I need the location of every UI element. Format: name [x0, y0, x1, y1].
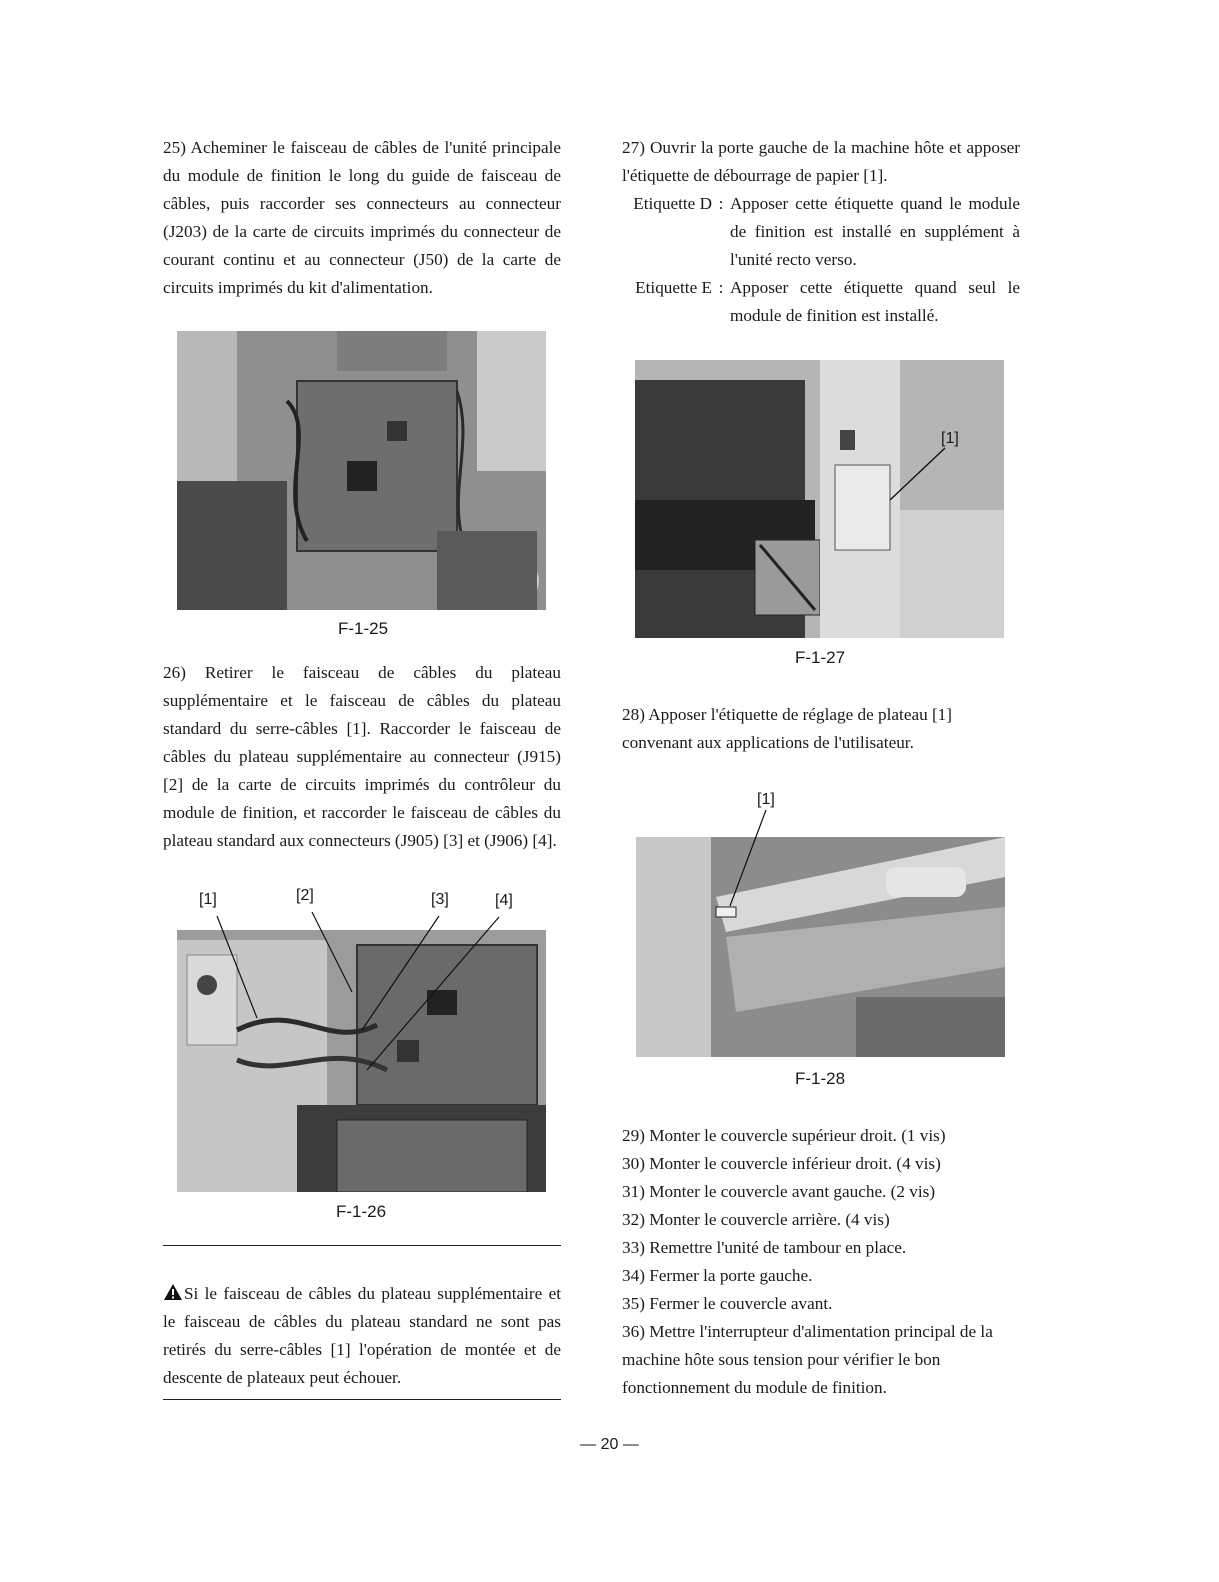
figure-f-1-27-caption: F-1-27: [794, 648, 846, 667]
warning-block: [163, 1280, 561, 1392]
label-d-row: [617, 190, 1020, 274]
fig26-leader-lines: [177, 900, 546, 1200]
warning-top-rule: [163, 1245, 561, 1246]
left-column: [163, 134, 561, 302]
right-column-step-28: [622, 701, 1020, 757]
fig26-callout-3: [3]: [431, 891, 449, 908]
figure-f-1-25-caption: F-1-25: [337, 619, 389, 638]
figure-f-1-25-photo: [177, 331, 546, 610]
left-column-step-26: [163, 659, 561, 855]
step-25-text: 25) Acheminer le faisceau de câbles de l'unité principale du module de finition le long du guide de faisceau de câbles, puis raccorder ses connecteurs au connecteur (J203) de la carte de circuits imprimés du connecteur de courant continu et au connecteur (J50) de la carte de circuits imprimés du kit d'alimentation.: [163, 138, 561, 297]
final-steps-list: [622, 1122, 1020, 1402]
fig28-callout-1: [1]: [757, 791, 775, 808]
fig26-callout-4: [4]: [495, 892, 513, 909]
label-e-row: [617, 274, 1020, 330]
step-36: 36) Mettre l'interrupteur d'alimentation principal de la machine hôte sous tension pour vérifier le bon fonctionnement du module de finition.: [622, 1322, 993, 1397]
label-d-colon: :: [718, 194, 724, 213]
step-34: 34) Fermer la porte gauche.: [622, 1266, 813, 1285]
step-26-text: 26) Retirer le faisceau de câbles du plateau supplémentaire et le faisceau de câbles du plateau standard du serre-câbles [1]. Raccorder le faisceau de câbles du plateau supplémentaire au connecteur (J915) [2] de la carte de circuits imprimés du contrôleur du module de finition, et raccorder le faisceau de câbles du plateau standard aux connecteurs (J905) [3] et (J906) [4].: [163, 663, 561, 850]
figure-f-1-28-caption: F-1-28: [794, 1069, 846, 1088]
page-number: — 20 —: [580, 1436, 639, 1453]
step-28-text: 28) Apposer l'étiquette de réglage de plateau [1] convenant aux applications de l'utilisateur.: [622, 705, 953, 752]
figure-f-1-28-photo: [636, 837, 1005, 1057]
label-d-text: Apposer cette étiquette quand le module de finition est installé en supplément à l'unité recto verso.: [730, 194, 1020, 269]
label-e-text: Apposer cette étiquette quand seul le module de finition est installé.: [730, 278, 1020, 325]
step-33: 33) Remettre l'unité de tambour en place.: [622, 1238, 907, 1257]
label-e-key: Etiquette E: [635, 278, 712, 297]
warning-bottom-rule: [163, 1399, 561, 1400]
step-29: 29) Monter le couvercle supérieur droit. (1 vis): [622, 1126, 946, 1145]
label-e-colon: :: [718, 278, 724, 297]
step-31: 31) Monter le couvercle avant gauche. (2 vis): [622, 1182, 936, 1201]
fig27-callout-1: [1]: [941, 430, 959, 447]
fig28-leader-line: [710, 808, 780, 908]
figure-f-1-26-caption: F-1-26: [335, 1202, 387, 1221]
label-d-key: Etiquette D: [633, 194, 712, 213]
step-30: 30) Monter le couvercle inférieur droit. (4 vis): [622, 1154, 941, 1173]
warning-icon: [163, 1283, 183, 1301]
step-35: 35) Fermer le couvercle avant.: [622, 1294, 833, 1313]
warning-text: Si le faisceau de câbles du plateau supplémentaire et le faisceau de câbles du plateau standard ne sont pas retirés du serre-câbles [1] l'opération de montée et de descente de plateaux peut échouer.: [163, 1284, 561, 1387]
fig26-callout-1: [1]: [199, 891, 217, 908]
figure-f-1-27-photo: [635, 360, 1004, 638]
fig26-callout-2: [2]: [296, 887, 314, 904]
right-column: [622, 134, 1020, 330]
step-27-text: 27) Ouvrir la porte gauche de la machine hôte et apposer l'étiquette de débourrage de papier [1].: [622, 138, 1020, 185]
step-32: 32) Monter le couvercle arrière. (4 vis): [622, 1210, 890, 1229]
